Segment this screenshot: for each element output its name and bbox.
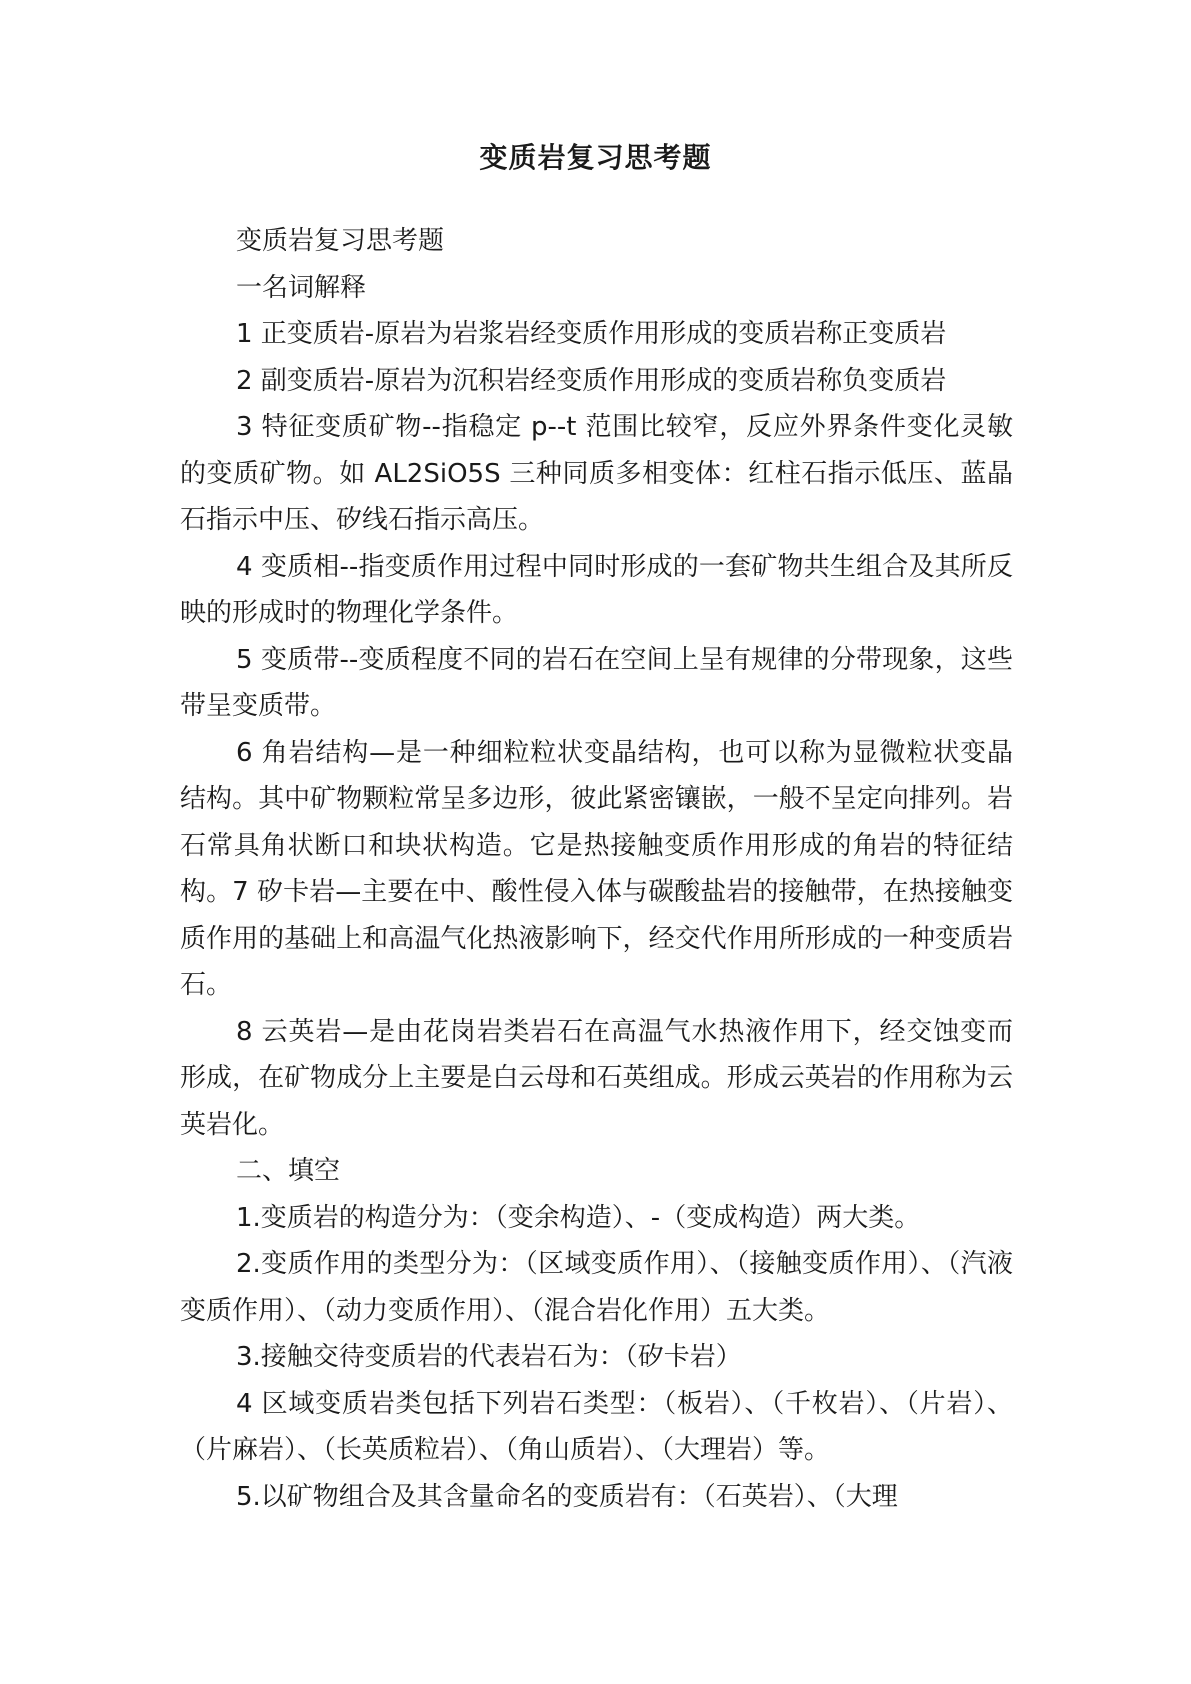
paragraph: 1.变质岩的构造分为：（变余构造）、-（变成构造）两大类。 — [236, 1202, 921, 1233]
paragraph: 6 角岩结构—是一种细粒粒状变晶结构，也可以称为显微粒状变晶结构。其中矿物颗粒常呈多边形，彼此紧密镶嵌，一般不呈定向排列。岩石常具角状断口和块状构造。它是热接触变质作用形成的角岩的特征结构。7 矽卡岩—主要在中、酸性侵入体与碳酸盐岩的接触带，在热接触变质作用的基础上和高温气化热液影响下，经交代作用所形成的一种变质岩石。 — [180, 737, 1013, 1000]
paragraph: 二、填空 — [236, 1156, 341, 1186]
paragraph: 5 变质带--变质程度不同的岩石在空间上呈有规律的分带现象，这些带呈变质带。 — [180, 644, 1013, 721]
paragraph: 4 变质相--指变质作用过程中同时形成的一套矿物共生组合及其所反映的形成时的物理化学条件。 — [180, 551, 1013, 628]
paragraph: 4 区域变质岩类包括下列岩石类型：（板岩）、（千枚岩）、（片岩）、（片麻岩）、（长英质粒岩）、（角山质岩）、（大理岩）等。 — [180, 1388, 1013, 1465]
paragraph: 2 副变质岩-原岩为沉积岩经变质作用形成的变质岩称负变质岩 — [236, 365, 947, 396]
paragraph: 3.接触交待变质岩的代表岩石为：（矽卡岩） — [236, 1342, 742, 1372]
paragraph: 8 云英岩—是由花岗岩类岩石在高温气水热液作用下，经交蚀变而形成，在矿物成分上主要是白云母和石英组成。形成云英岩的作用称为云英岩化。 — [180, 1016, 1013, 1140]
paragraph: 3 特征变质矿物--指稳定 p--t 范围比较窄，反应外界条件变化灵敏的变质矿物。如 AL2SiO5S 三种同质多相变体：红柱石指示低压、蓝晶石指示中压、矽线石指示高压。 — [180, 412, 1013, 535]
document-body — [180, 218, 1013, 1520]
paragraph: 5.以矿物组合及其含量命名的变质岩有：（石英岩）、（大理 — [236, 1481, 898, 1512]
document-title: 变质岩复习思考题 — [479, 141, 712, 174]
paragraph: 1 正变质岩-原岩为岩浆岩经变质作用形成的变质岩称正变质岩 — [236, 319, 947, 349]
paragraph: 2.变质作用的类型分为：（区域变质作用）、（接触变质作用）、（汽液变质作用）、（动力变质作用）、（混合岩化作用）五大类。 — [180, 1249, 1013, 1326]
paragraph: 变质岩复习思考题 — [236, 226, 445, 256]
paragraph: 一名词解释 — [236, 272, 367, 303]
